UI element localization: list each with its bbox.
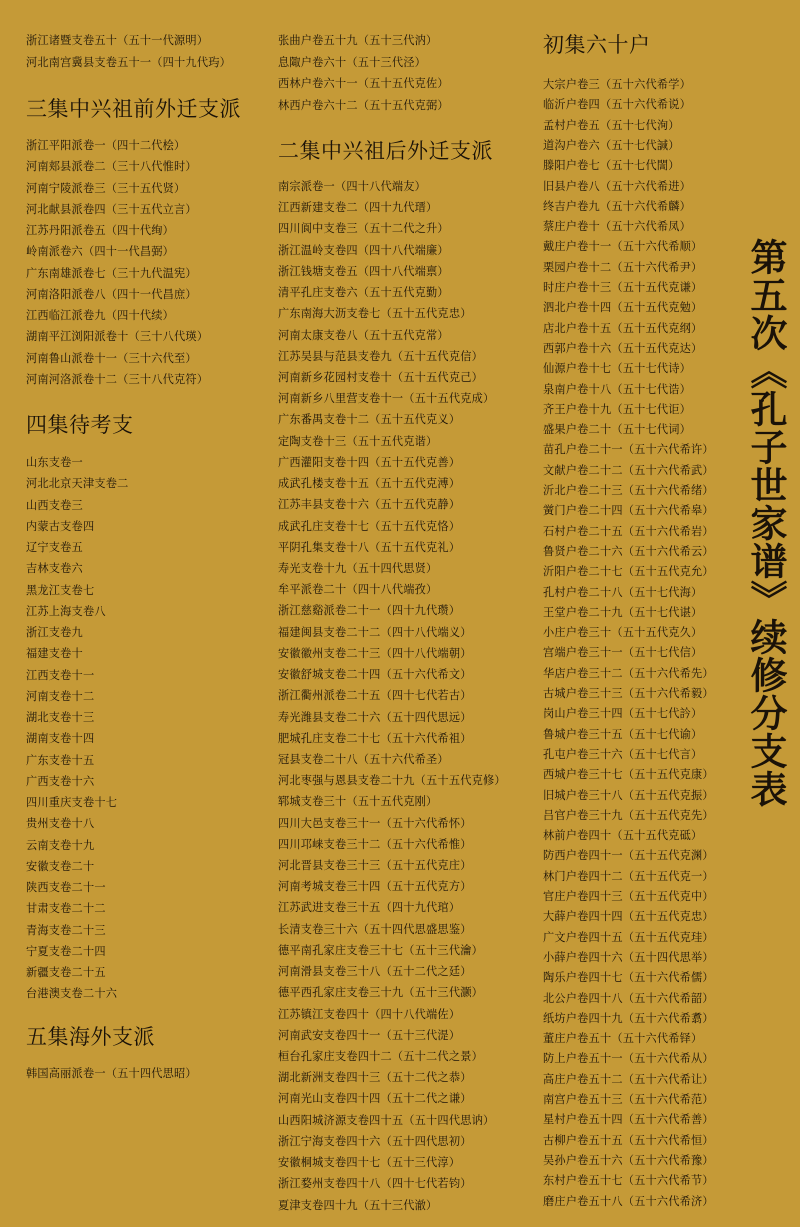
branch-entry: 山西支卷三 xyxy=(26,498,83,512)
branch-entry: 吴孙户卷五十六（五十六代希豫） xyxy=(543,1153,714,1167)
branch-entry: 华店户卷三十二（五十六代希先） xyxy=(543,666,714,680)
branch-entry: 林门户卷四十二（五十五代克一） xyxy=(543,869,714,883)
branch-entry: 仙源户卷十七（五十七代诗） xyxy=(543,362,692,376)
branch-entry: 桓台孔家庄支卷四十二（五十二代之景） xyxy=(278,1050,483,1064)
branch-entry: 防上户卷五十一（五十六代希从） xyxy=(543,1052,714,1066)
branch-entry: 盛果户卷二十（五十七代词） xyxy=(543,423,692,437)
branch-entry: 文献户卷二十二（五十六代希武） xyxy=(543,463,714,477)
branch-entry: 河北北京天津支卷二 xyxy=(26,477,129,491)
branch-entry: 广东支卷十五 xyxy=(26,753,95,767)
branch-entry: 河南太康支卷八（五十五代克常） xyxy=(278,328,449,342)
branch-entry: 时庄户卷十三（五十五代克谦） xyxy=(543,281,703,294)
section-heading: 三集中兴祖前外迁支派 xyxy=(26,97,241,121)
branch-entry: 河北献县派卷四（三十五代立言） xyxy=(26,202,197,216)
branch-entry: 韩国高丽派卷一（五十四代思昭） xyxy=(26,1067,197,1080)
branch-entry: 河南河洛派卷十二（三十八代克符） xyxy=(26,372,209,386)
branch-entry: 旧县户卷八（五十六代希进） xyxy=(543,179,692,193)
branch-entry: 肥城孔庄支卷二十七（五十六代希祖） xyxy=(278,731,472,745)
branch-entry: 湖北支卷十三 xyxy=(26,711,95,724)
branch-entry: 江苏镇江支卷四十（四十八代端佐） xyxy=(278,1007,461,1021)
branch-entry: 江苏上海支卷八 xyxy=(26,604,106,618)
branch-entry: 宫端户卷三十一（五十七代信） xyxy=(543,646,703,660)
branch-entry: 广东南雄派卷七（三十九代温宪） xyxy=(26,266,197,280)
branch-entry: 河北晋县支卷三十三（五十五代克庄） xyxy=(278,859,472,873)
branch-entry: 董庄户卷五十（五十六代希铎） xyxy=(543,1032,703,1046)
branch-entry: 冠县支卷二十八（五十六代希圣） xyxy=(278,752,449,766)
branch-entry: 浙江温岭支卷四（四十八代端廉） xyxy=(278,243,449,257)
branch-entry: 河南新乡花园村支卷十（五十五代克己） xyxy=(278,370,483,384)
branch-entry: 西郭户卷十六（五十五代克达） xyxy=(543,341,703,355)
branch-entry: 四川阆中支卷三（五十二代之升） xyxy=(278,222,449,236)
branch-entry: 孟村户卷五（五十七代洵） xyxy=(543,118,680,132)
branch-entry: 陶乐户卷四十七（五十六代希儒） xyxy=(543,971,714,985)
branch-entry: 江西支卷十一 xyxy=(26,668,95,682)
branch-entry: 大薛户卷四十四（五十五代克忠） xyxy=(543,910,714,924)
branch-entry: 山西阳城济源支卷四十五（五十四代思讷） xyxy=(278,1113,495,1127)
branch-entry: 河北枣强与恩县支卷二十九（五十五代克修） xyxy=(278,774,506,788)
branch-entry: 旧城户卷三十八（五十五代克振） xyxy=(543,788,714,802)
branch-entry: 岭南派卷六（四十一代昌弼） xyxy=(26,245,175,259)
branch-entry: 河南新乡八里营支卷十一（五十五代克成） xyxy=(278,392,495,406)
branch-entry: 湖南平江浏阳派卷十（三十八代瑛） xyxy=(26,330,209,344)
branch-entry: 吕官户卷三十九（五十五代克先） xyxy=(543,808,714,822)
branch-entry: 防西户卷四十一（五十五代克渊） xyxy=(543,849,714,863)
branch-entry: 广文户卷四十五（五十五代克珪） xyxy=(543,930,714,944)
branch-entry: 云南支卷十九 xyxy=(26,838,95,852)
branch-entry: 沂北户卷二十三（五十六代希绪） xyxy=(543,484,714,497)
branch-entry: 定陶支卷十三（五十五代克谐） xyxy=(278,434,438,448)
branch-entry: 福建支卷十 xyxy=(26,647,83,661)
branch-entry: 浙江支卷九 xyxy=(26,626,83,639)
branch-entry: 沂阳户卷二十七（五十五代克允） xyxy=(543,565,714,579)
branch-entry: 河南滑县支卷三十八（五十二代之廷） xyxy=(278,965,472,979)
branch-entry: 黉门户卷二十四（五十六代希皋） xyxy=(543,504,714,518)
branch-entry: 南宫户卷五十三（五十六代希范） xyxy=(543,1093,714,1106)
branch-entry: 清平孔庄支卷六（五十五代克勤） xyxy=(278,286,449,300)
branch-entry: 河南支卷十二 xyxy=(26,689,95,703)
branch-entry: 苗孔户卷二十一（五十六代希许） xyxy=(543,443,714,457)
branch-entry: 德平南孔家庄支卷三十七（五十三代瀹） xyxy=(278,943,483,957)
branch-entry: 内蒙古支卷四 xyxy=(26,519,95,533)
branch-entry: 广东番禺支卷十二（五十五代克义） xyxy=(278,413,461,427)
branch-entry: 广西支卷十六 xyxy=(26,774,95,788)
branch-entry: 东村户卷五十七（五十六代希节） xyxy=(543,1174,714,1188)
branch-entry: 高庄户卷五十二（五十六代希让） xyxy=(543,1072,714,1086)
branch-entry: 林西户卷六十二（五十五代克弼） xyxy=(278,98,449,112)
branch-entry: 石村户卷二十五（五十六代希岩） xyxy=(543,524,714,538)
section-heading: 四集待考支 xyxy=(26,413,134,437)
branch-entry: 河南宁陵派卷三（三十五代贤） xyxy=(26,181,186,195)
branch-entry: 平阴孔集支卷十八（五十五代克礼） xyxy=(278,540,461,554)
branch-entry: 夏津支卷四十九（五十三代澈） xyxy=(278,1198,438,1212)
branch-entry: 辽宁支卷五 xyxy=(26,541,83,554)
branch-entry: 南宗派卷一（四十八代端友） xyxy=(278,180,427,193)
branch-entry: 浙江诸暨支卷五十（五十一代源明） xyxy=(26,34,209,47)
branch-entry: 牟平派卷二十（四十八代端孜） xyxy=(278,583,438,597)
branch-entry: 西林户卷六十一（五十五代克佐） xyxy=(278,77,449,90)
branch-entry: 河南洛阳派卷八（四十一代昌庶） xyxy=(26,287,197,301)
branch-entry: 浙江宁海支卷四十六（五十四代思初） xyxy=(278,1134,472,1148)
branch-entry: 广西灌阳支卷十四（五十五代克善） xyxy=(278,455,461,469)
branch-entry: 西城户卷三十七（五十五代克康） xyxy=(543,768,714,782)
branch-entry: 新疆支卷二十五 xyxy=(26,966,106,979)
branch-entry: 小薛户卷四十六（五十四代思举） xyxy=(543,950,714,964)
branch-entry: 北公户卷四十八（五十六代希韶） xyxy=(543,991,714,1005)
branch-entry: 四川大邑支卷三十一（五十六代希怀） xyxy=(278,816,472,830)
branch-entry: 蔡庄户卷十（五十六代希凤） xyxy=(543,220,692,234)
branch-entry: 江西临江派卷九（四十代续） xyxy=(26,309,175,322)
branch-entry: 王堂户卷二十九（五十七代谌） xyxy=(543,605,703,619)
branch-entry: 河南郏县派卷二（三十八代惟时） xyxy=(26,160,197,174)
branch-entry: 郓城支卷三十（五十五代克刚） xyxy=(278,795,438,809)
branch-entry: 江苏丹阳派卷五（四十代绚） xyxy=(26,224,175,237)
branch-entry: 泉南户卷十八（五十七代诰） xyxy=(543,382,692,396)
branch-entry: 黑龙江支卷七 xyxy=(26,583,95,597)
branch-entry: 戴庄户卷十一（五十六代希顺） xyxy=(543,240,703,254)
branch-entry: 滕阳户卷七（五十七代誾） xyxy=(543,159,680,173)
branch-entry: 临沂户卷四（五十六代希说） xyxy=(543,98,692,112)
branch-entry: 宁夏支卷二十四 xyxy=(26,944,106,958)
branch-entry: 福建闽县支卷二十二（四十八代端义） xyxy=(278,625,472,639)
page-title: 第五次《孔子世家谱》续修分支表 xyxy=(744,238,788,808)
branch-entry: 齐王户卷十九（五十七代讵） xyxy=(543,402,692,416)
branch-entry: 江苏丰县支卷十六（五十五代克静） xyxy=(278,498,461,512)
branch-entry: 贵州支卷十八 xyxy=(26,817,95,831)
branch-entry: 古柳户卷五十五（五十六代希恒） xyxy=(543,1133,714,1147)
branch-entry: 孔村户卷二十八（五十七代海） xyxy=(543,585,703,599)
branch-entry: 栗园户卷十二（五十六代希尹） xyxy=(543,260,703,274)
branch-entry: 河南鲁山派卷十一（三十六代至） xyxy=(26,351,197,365)
branch-entry: 陕西支卷二十一 xyxy=(26,881,106,894)
branch-entry: 浙江衢州派卷二十五（四十七代若古） xyxy=(278,689,472,703)
branch-entry: 青海支卷二十三 xyxy=(26,923,106,937)
branch-entry: 林前户卷四十（五十五代克砥） xyxy=(543,829,703,843)
branch-entry: 湖南支卷十四 xyxy=(26,732,95,746)
branch-entry: 寿光潍县支卷二十六（五十四代思远） xyxy=(278,710,472,724)
branch-entry: 官庄户卷四十三（五十五代克中） xyxy=(543,890,714,903)
section-heading: 初集六十户 xyxy=(543,33,651,57)
branch-entry: 浙江平阳派卷一（四十二代桧） xyxy=(26,139,186,152)
branch-entry: 成武孔楼支卷十五（五十五代克溥） xyxy=(278,477,461,491)
section-heading: 二集中兴祖后外迁支派 xyxy=(278,139,493,163)
branch-entry: 河南考城支卷三十四（五十五代克方） xyxy=(278,880,472,894)
branch-entry: 岗山户卷三十四（五十七代訡） xyxy=(543,707,703,721)
branch-entry: 广东南海大沥支卷七（五十五代克忠） xyxy=(278,307,472,321)
branch-entry: 安徽支卷二十 xyxy=(26,859,95,873)
branch-entry: 江苏吴县与范县支卷九（五十五代克信） xyxy=(278,349,483,363)
branch-entry: 德平西孔家庄支卷三十九（五十三代灏） xyxy=(278,986,483,1000)
branch-entry: 成武孔庄支卷十七（五十五代克恪） xyxy=(278,519,461,533)
branch-entry: 安徽舒城支卷二十四（五十六代希文） xyxy=(278,668,472,682)
branch-entry: 长清支卷三十六（五十四代思盛思鉴） xyxy=(278,922,472,936)
branch-entry: 道沟户卷六（五十七代諴） xyxy=(543,138,680,152)
branch-entry: 山东支卷一 xyxy=(26,456,83,469)
branch-entry: 四川邛崃支卷三十二（五十六代希惟） xyxy=(278,837,472,851)
branch-entry: 寿光支卷十九（五十四代思贤） xyxy=(278,561,438,575)
branch-entry: 大宗户卷三（五十六代希学） xyxy=(543,78,692,91)
branch-entry: 安徽桐城支卷四十七（五十三代淳） xyxy=(278,1156,461,1170)
branch-entry: 吉林支卷六 xyxy=(26,562,83,576)
section-heading: 五集海外支派 xyxy=(26,1025,155,1049)
branch-entry: 湖北新洲支卷四十三（五十二代之恭） xyxy=(278,1071,472,1085)
branch-entry: 河南武安支卷四十一（五十三代湜） xyxy=(278,1028,461,1042)
branch-entry: 小庄户卷三十（五十五代克久） xyxy=(543,626,703,640)
branch-entry: 终吉户卷九（五十六代希麟） xyxy=(543,199,692,213)
branch-entry: 星村户卷五十四（五十六代希善） xyxy=(543,1113,714,1127)
branch-entry: 店北户卷十五（五十五代克纲） xyxy=(543,321,703,335)
branch-entry: 台港澳支卷二十六 xyxy=(26,987,118,1001)
branch-entry: 浙江慈谿派卷二十一（四十九代瓒） xyxy=(278,604,461,618)
branch-entry: 息陬户卷六十（五十三代泾） xyxy=(278,55,427,69)
branch-entry: 浙江钱塘支卷五（四十八代端禀） xyxy=(278,264,449,278)
branch-entry: 纸坊户卷四十九（五十六代希翥） xyxy=(543,1011,714,1025)
branch-entry: 河北南宫冀县支卷五十一（四十九代玙） xyxy=(26,55,231,69)
branch-entry: 鲁城户卷三十五（五十七代谕） xyxy=(543,727,703,741)
branch-entry: 张曲户卷五十九（五十三代汭） xyxy=(278,34,438,47)
branch-entry: 磨庄户卷五十八（五十六代希济） xyxy=(543,1194,714,1208)
branch-entry: 河南光山支卷四十四（五十二代之谦） xyxy=(278,1092,472,1106)
branch-entry: 古城户卷三十三（五十六代希毅） xyxy=(543,687,714,700)
branch-entry: 四川重庆支卷十七 xyxy=(26,796,118,809)
branch-entry: 甘肃支卷二十二 xyxy=(26,902,106,916)
branch-entry: 安徽徽州支卷二十三（四十八代端朝） xyxy=(278,646,472,660)
branch-entry: 江西新建支卷二（四十九代瑨） xyxy=(278,201,438,215)
branch-entry: 浙江婺州支卷四十八（四十七代若钧） xyxy=(278,1177,472,1191)
branch-entry: 泗北户卷十四（五十五代克勉） xyxy=(543,301,703,315)
branch-entry: 鲁贤户卷二十六（五十六代希云） xyxy=(543,544,714,558)
branch-entry: 孔屯户卷三十六（五十七代言） xyxy=(543,747,703,761)
branch-entry: 江苏武进支卷三十五（四十九代琯） xyxy=(278,901,461,915)
